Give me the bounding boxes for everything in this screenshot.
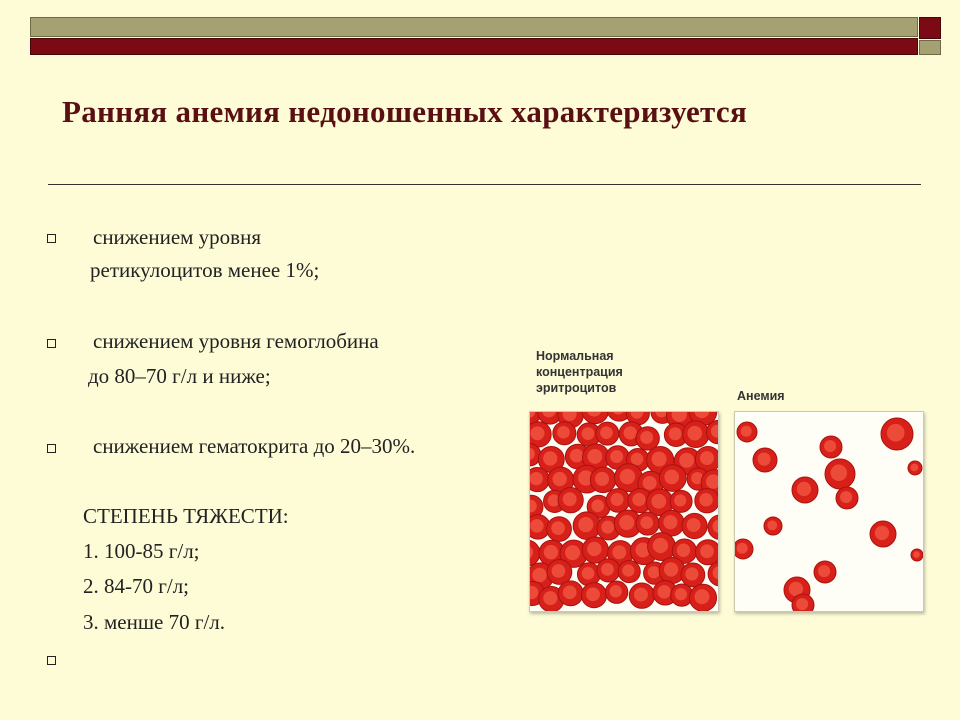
red-blood-cell xyxy=(577,563,600,586)
bullet-1-line-1: снижением уровня xyxy=(93,225,261,249)
severity-item-2: 2. 84-70 г/л; xyxy=(83,574,190,598)
normal-caption-line-3: эритроцитов xyxy=(536,381,617,395)
bullet-2-line-2: до 80–70 г/л и ниже; xyxy=(88,364,271,388)
header-bar-olive xyxy=(30,17,918,37)
red-blood-cell xyxy=(547,517,572,542)
normal-caption xyxy=(536,348,623,396)
normal-blood-image xyxy=(529,411,719,612)
bullet-square-icon xyxy=(47,339,56,348)
red-blood-cell xyxy=(881,418,913,450)
red-blood-cell xyxy=(753,448,777,472)
normal-caption-line-1: Нормальная xyxy=(536,349,614,363)
red-blood-cell xyxy=(659,465,686,492)
red-blood-cell xyxy=(689,584,716,611)
red-blood-cell xyxy=(737,422,757,442)
red-blood-cell xyxy=(659,557,685,583)
red-blood-cell xyxy=(530,468,549,492)
normal-caption-line-2: концентрация xyxy=(536,365,623,379)
red-blood-cell xyxy=(558,488,583,513)
red-blood-cell xyxy=(836,487,858,509)
red-blood-cell xyxy=(695,488,718,512)
red-blood-cell xyxy=(636,512,659,535)
red-blood-cell xyxy=(530,540,540,566)
severity-item-1: 1. 100-85 г/л; xyxy=(83,539,200,563)
anemia-blood-image xyxy=(734,411,924,612)
bullet-1-line-2: ретикулоцитов менее 1%; xyxy=(90,258,320,282)
red-blood-cell xyxy=(605,581,627,603)
red-blood-cell xyxy=(908,461,922,475)
red-blood-cell xyxy=(911,549,923,561)
red-blood-cell xyxy=(636,427,659,450)
red-blood-cell xyxy=(597,559,620,582)
red-blood-cell xyxy=(553,422,576,445)
bullet-3-line-1: снижением гематокрита до 20–30%. xyxy=(93,434,416,458)
red-blood-cell xyxy=(659,510,685,536)
red-blood-cell xyxy=(558,581,583,606)
corner-square-olive xyxy=(919,40,941,55)
red-blood-cell xyxy=(825,459,855,489)
red-blood-cell xyxy=(530,422,551,447)
red-blood-cell xyxy=(590,467,616,493)
red-blood-cell xyxy=(648,533,676,561)
header-bar-maroon xyxy=(30,38,918,55)
red-blood-cell xyxy=(618,560,640,582)
red-blood-cell xyxy=(764,517,782,535)
red-blood-cell xyxy=(792,477,818,503)
red-blood-cell xyxy=(596,422,619,445)
red-blood-cell xyxy=(820,436,842,458)
red-blood-cell xyxy=(695,540,718,565)
red-blood-cell xyxy=(708,515,718,540)
red-blood-cell xyxy=(735,539,753,559)
corner-square-maroon xyxy=(919,17,941,39)
red-blood-cell xyxy=(582,412,609,424)
red-blood-cell xyxy=(683,421,710,448)
bullet-2-line-1: снижением уровня гемоглобина xyxy=(93,329,379,353)
red-blood-cell xyxy=(629,583,654,608)
red-blood-cell xyxy=(581,583,606,608)
red-blood-cell xyxy=(681,563,705,587)
red-blood-cell xyxy=(682,513,707,538)
anemia-caption: Анемия xyxy=(737,389,785,403)
red-blood-cell xyxy=(606,489,630,513)
bullet-square-icon xyxy=(47,444,56,453)
red-blood-cell xyxy=(792,594,814,611)
severity-item-3: 3. менше 70 г/л. xyxy=(83,610,226,634)
red-blood-cell xyxy=(670,490,692,512)
red-blood-cell xyxy=(814,561,836,583)
red-blood-cell xyxy=(573,512,601,540)
bullet-square-icon xyxy=(47,656,56,665)
severity-heading: СТЕПЕНЬ ТЯЖЕСТИ: xyxy=(83,504,289,528)
red-blood-cell xyxy=(708,562,718,586)
title-divider xyxy=(48,184,921,185)
red-blood-cell xyxy=(870,521,896,547)
bullet-square-icon xyxy=(47,234,56,243)
slide-title: Ранняя анемия недоношенных характеризуется xyxy=(62,94,748,129)
